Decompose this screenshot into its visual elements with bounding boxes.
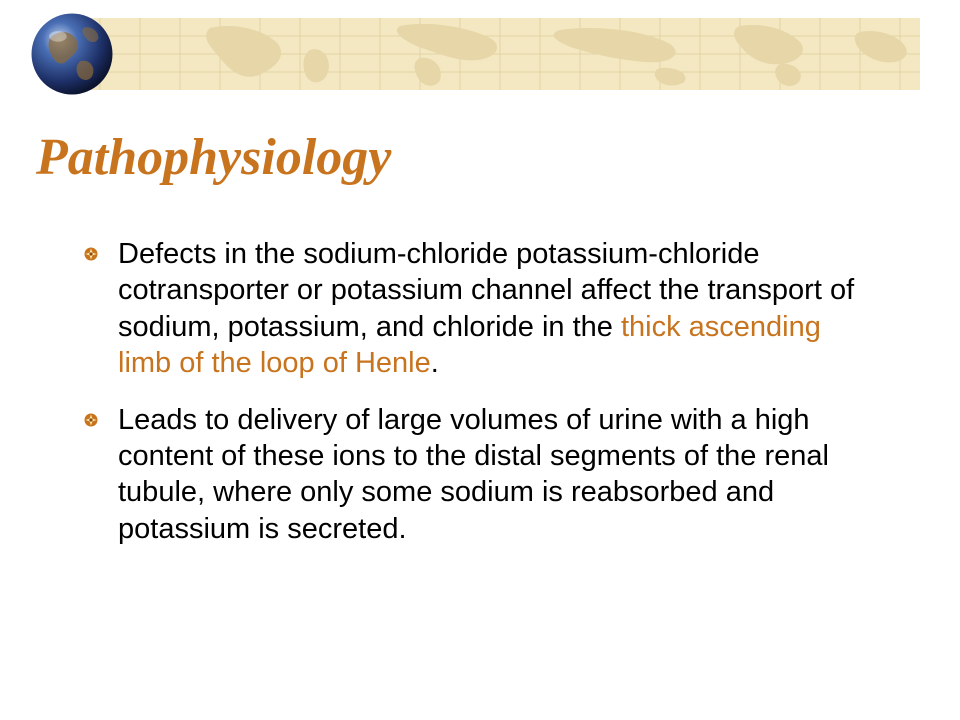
bullet-text-end: . [430, 347, 439, 380]
bullet-item [80, 402, 880, 548]
globe-icon [28, 10, 116, 98]
bullet-list [80, 236, 880, 567]
diamond-bullet-icon [84, 247, 98, 261]
diamond-bullet-icon [84, 413, 98, 427]
slide-title: Pathophysiology [36, 129, 392, 186]
bullet-text: Defects in the sodium-chloride potassium-chloride cotransporter or potassium channel affect the transport of sodium, potassium, and chloride in the [118, 238, 855, 343]
header-map-banner [60, 18, 920, 90]
bullet-text: Leads to delivery of large volumes of urine with a high content of these ions to the distal segments of the renal tubule, where only some sodium is reabsorbed and potassium is secreted. [118, 403, 829, 545]
highlighted-term: thick ascending limb of the loop of Henle [118, 310, 821, 380]
bullet-item [80, 236, 880, 382]
